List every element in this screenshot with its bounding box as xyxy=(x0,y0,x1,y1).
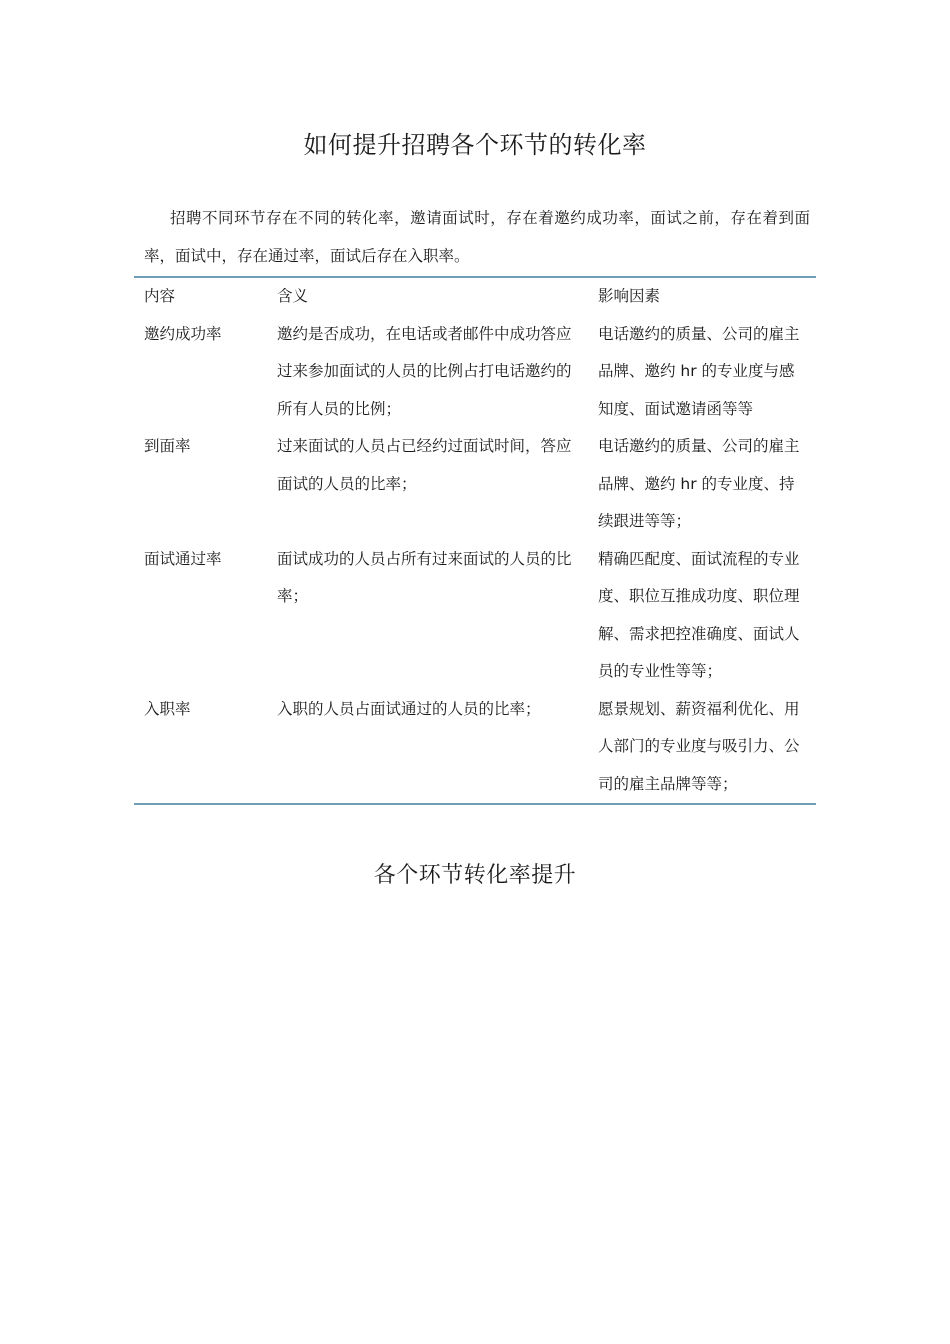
row-factors: 精确匹配度、面试流程的专业度、职位互推成功度、职位理解、需求把控准确度、面试人员的专业性等等； xyxy=(598,549,800,680)
row-name: 邀约成功率 xyxy=(144,324,222,343)
row-factors: 愿景规划、薪资福利优化、用人部门的专业度与吸引力、公司的雇主品牌等等； xyxy=(598,699,800,793)
row-meaning: 面试成功的人员占所有过来面试的人员的比率； xyxy=(277,549,572,605)
row-meaning: 过来面试的人员占已经约过面试时间，答应面试的人员的比率； xyxy=(277,437,572,493)
page-title: 如何提升招聘各个环节的转化率 xyxy=(303,131,647,160)
row-factors: 电话邀约的质量、公司的雇主品牌、邀约 hr 的专业度、持续跟进等等； xyxy=(598,437,800,530)
conversion-rate-table xyxy=(134,276,816,805)
row-name: 到面率 xyxy=(144,437,191,455)
section-title: 各个环节转化率提升 xyxy=(373,863,577,889)
table-row xyxy=(134,316,816,429)
header-factors: 影响因素 xyxy=(598,287,661,305)
row-name: 面试通过率 xyxy=(144,549,222,568)
table-row xyxy=(134,541,816,691)
row-factors: 电话邀约的质量、公司的雇主品牌、邀约 hr 的专业度与感知度、面试邀请函等等 xyxy=(598,324,800,418)
intro-paragraph: 招聘不同环节存在不同的转化率，邀请面试时，存在着邀约成功率，面试之前，存在着到面率，面试中，存在通过率，面试后存在入职率。 xyxy=(144,209,810,265)
header-content: 内容 xyxy=(144,287,176,305)
row-meaning: 入职的人员占面试通过的人员的比率； xyxy=(277,699,541,718)
table-row xyxy=(134,428,816,541)
row-name: 入职率 xyxy=(144,699,191,718)
table-header-row xyxy=(134,278,816,316)
table-row xyxy=(134,691,816,804)
row-meaning: 邀约是否成功，在电话或者邮件中成功答应过来参加面试的人员的比例占打电话邀约的所有人员的比例； xyxy=(277,324,572,418)
header-meaning: 含义 xyxy=(277,287,309,305)
